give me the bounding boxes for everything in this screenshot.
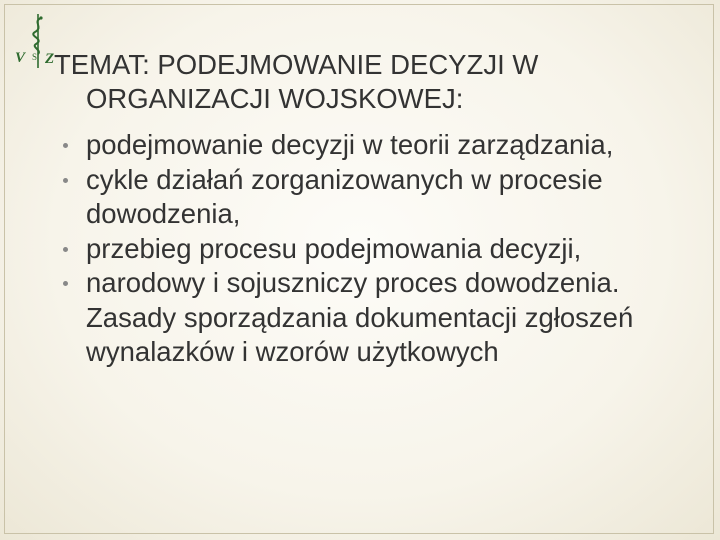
list-item <box>54 266 694 370</box>
title-line-2: ORGANIZACJI WOJSKOWEJ: <box>86 83 464 114</box>
list-item-text: podejmowanie decyzji w teorii zarządzania, <box>86 129 614 160</box>
bullet-icon <box>63 178 68 183</box>
title-line-1: TEMAT: PODEJMOWANIE DECYZJI W <box>54 49 539 80</box>
svg-text:Z: Z <box>45 51 55 67</box>
list-item <box>54 128 694 163</box>
bullet-icon <box>63 281 68 286</box>
list-item-text: narodowy i sojuszniczy proces dowodzenia. Zasady sporządzania dokumentacji zgłoszeń wynalazków i wzorów użytkowych <box>86 267 634 367</box>
bullet-icon <box>63 143 68 148</box>
list-item-text: przebieg procesu podejmowania decyzji, <box>86 232 582 264</box>
list-item-text: cykle działań zorganizowanych w procesie dowodzenia, <box>86 163 603 229</box>
svg-text:S: S <box>32 52 38 62</box>
svg-text:V: V <box>15 50 26 66</box>
bullet-icon <box>63 247 68 252</box>
topic-list <box>54 128 694 370</box>
list-item <box>54 232 694 267</box>
list-item <box>54 163 694 232</box>
slide-title <box>54 48 694 116</box>
